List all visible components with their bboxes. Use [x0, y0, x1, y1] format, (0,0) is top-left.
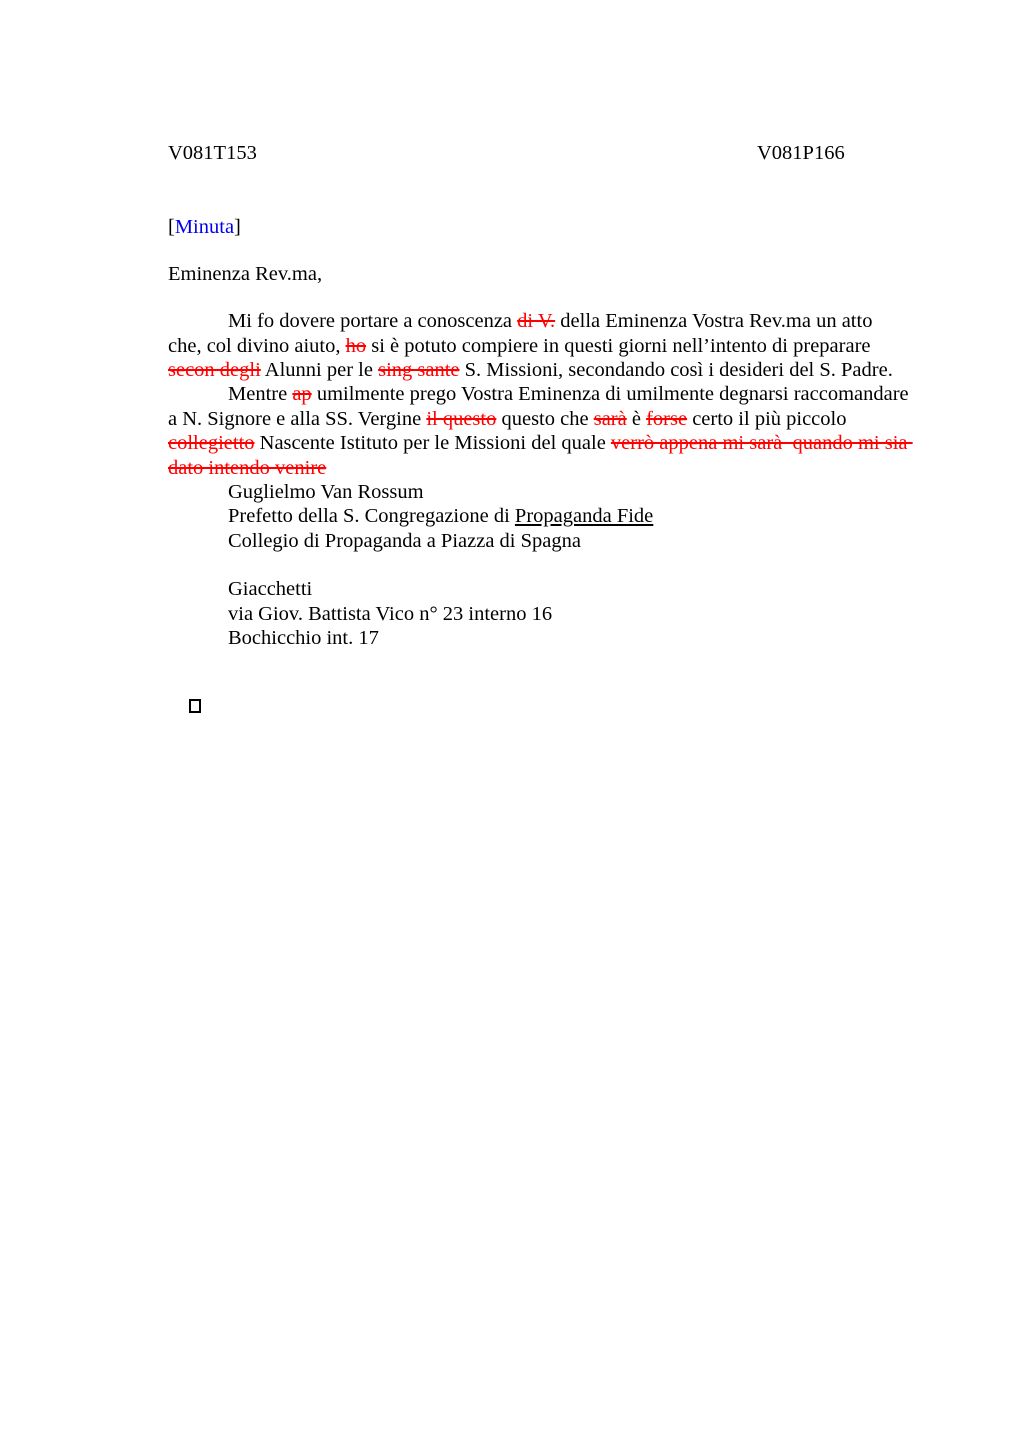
signature-line	[168, 529, 964, 553]
header-row	[168, 141, 964, 165]
text-run: via Giov. Battista Vico n° 23 interno 16	[228, 602, 553, 625]
text-run: Giacchetti	[228, 578, 313, 601]
text-run: Prefetto della S. Congregazione di	[228, 505, 515, 528]
text-run: Nascente Istituto per le Missioni del quale	[254, 432, 611, 455]
text-run: Alunni per le	[260, 359, 379, 382]
text-run: Bochicchio int. 17	[228, 627, 379, 650]
signature-line	[168, 480, 964, 504]
text-run: S. Missioni, secondando così i desideri del S. Padre.	[459, 359, 893, 382]
letter-body	[168, 309, 964, 480]
deleted-text: sarà	[593, 407, 627, 430]
text-run: Collegio di Propaganda a Piazza di Spagna	[228, 529, 581, 552]
deleted-text: secon degli	[168, 359, 261, 382]
underlined-text: Propaganda Fide	[514, 505, 654, 528]
body-line	[168, 382, 964, 406]
signature-block	[168, 480, 964, 553]
deleted-text: dato intendo venire	[168, 456, 327, 479]
signature-line	[168, 504, 964, 528]
minuta-link[interactable]: Minuta	[174, 216, 235, 239]
text-run: della Eminenza Vostra Rev.ma un atto	[555, 310, 873, 333]
bracket-open: [	[168, 216, 175, 239]
deleted-text: forse	[646, 407, 688, 430]
text-run: Mi fo dovere portare a conoscenza	[228, 310, 518, 333]
address-line	[168, 577, 964, 601]
deleted-text: sing sante	[378, 359, 460, 382]
body-line	[168, 334, 964, 358]
body-line	[168, 431, 964, 455]
deleted-text: di V.	[517, 310, 556, 333]
text-run: Mentre	[228, 383, 293, 406]
doc-code-left: V081T153	[168, 142, 257, 164]
text-run: umilmente prego Vostra Eminenza di umilmente degnarsi raccomandare	[311, 383, 909, 406]
bracket-close: ]	[234, 216, 241, 239]
deleted-text: ap	[292, 383, 312, 406]
salutation: Eminenza Rev.ma,	[168, 262, 323, 285]
text-run: che, col divino aiuto,	[168, 334, 346, 357]
text-run: certo il più piccolo	[687, 407, 847, 430]
text-run: è	[626, 407, 647, 430]
text-run: Guglielmo Van Rossum	[228, 481, 424, 504]
body-line	[168, 358, 964, 382]
body-line	[168, 407, 964, 431]
footer-row	[168, 670, 964, 743]
body-line	[168, 456, 964, 480]
address-line	[168, 626, 964, 650]
body-line	[168, 309, 964, 333]
deleted-text: ho	[345, 334, 367, 357]
deleted-text: il questo	[426, 407, 497, 430]
text-run: questo che	[496, 407, 594, 430]
minuta-line	[168, 215, 964, 239]
address-line	[168, 602, 964, 626]
text-run: a N. Signore e alla SS. Vergine	[168, 407, 427, 430]
empty-square-icon	[189, 699, 201, 713]
doc-code-right: V081P166	[757, 142, 845, 164]
deleted-text: verrò appena mi sarà quando mi sia	[610, 432, 913, 455]
address-block	[168, 577, 964, 650]
text-run: si è potuto compiere in questi giorni nell’intento di preparare	[366, 334, 871, 357]
deleted-text: collegietto	[168, 432, 255, 455]
